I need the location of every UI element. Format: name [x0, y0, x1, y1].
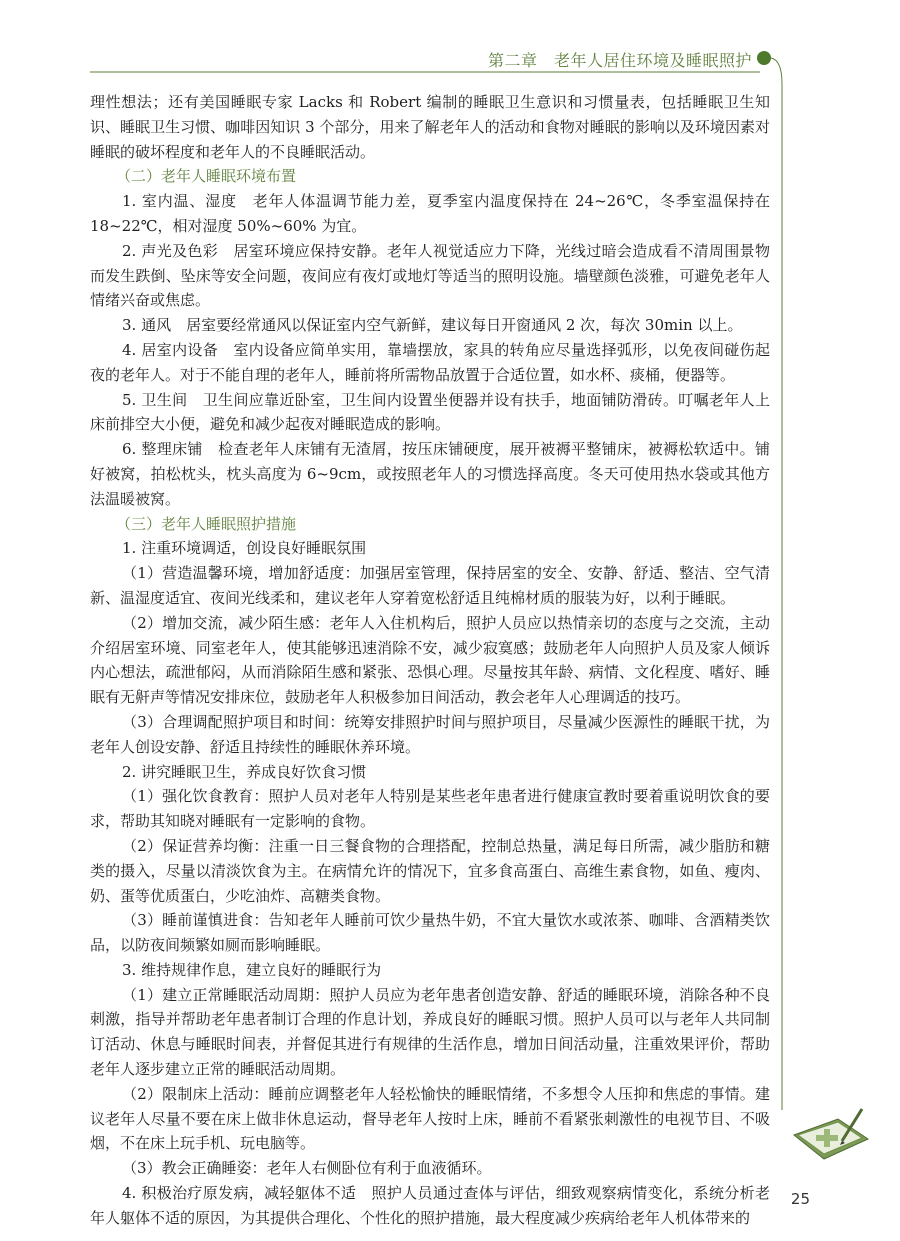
- paragraph: 理性想法；还有美国睡眠专家 Lacks 和 Robert 编制的睡眠卫生意识和习惯量表，包括睡眠卫生知识、睡眠卫生习惯、咖啡因知识 3 个部分，用来了解老年人的活动和食物对睡眠的影响以及环境因素对睡眠的破坏程度和老年人的不良睡眠活动。: [90, 93, 770, 161]
- paragraph: （3）合理调配照护项目和时间：统筹安排照护时间与照护项目，尽量减少医源性的睡眠干扰，为老年人创设安静、舒适且持续性的睡眠休养环境。: [90, 712, 770, 756]
- paragraph: 3. 通风 居室要经常通风以保证室内空气新鲜，建议每日开窗通风 2 次，每次 30min 以上。: [122, 316, 743, 335]
- paragraph: 2. 声光及色彩 居室环境应保持安静。老年人视觉适应力下降，光线过暗会造成看不清周围景物而发生跌倒、坠床等安全问题，夜间应有夜灯或地灯等适当的照明设施。墙壁颜色淡雅，可避免老年人情绪兴奋或焦虑。: [90, 241, 770, 310]
- section-heading: （二）老年人睡眠环境布置: [116, 167, 297, 186]
- paragraph: （3）教会正确睡姿：老年人右侧卧位有利于血液循环。: [122, 1159, 492, 1178]
- paragraph: 3. 维持规律作息，建立良好的睡眠行为: [122, 960, 382, 979]
- green-dot-icon: [757, 51, 771, 65]
- page-body: [90, 90, 770, 1231]
- page-number: 25: [790, 1190, 810, 1208]
- chapter-title: 第二章 老年人居住环境及睡眠照护: [487, 51, 752, 70]
- paragraph: 1. 室内温、湿度 老年人体温调节能力差，夏季室内温度保持在 24~26℃，冬季室温保持在 18~22℃，相对湿度 50%~60% 为宜。: [90, 192, 770, 235]
- paragraph: （2）限制床上活动：睡前应调整老年人轻松愉快的睡眠情绪，不多想令人压抑和焦虑的事情。建议老年人尽量不要在床上做非休息运动，督导老年人按时上床，睡前不看紧张刺激性的电视节目、不吸烟，不在床上玩手机、玩电脑等。: [90, 1084, 770, 1153]
- paragraph: （2）保证营养均衡：注重一日三餐食物的合理搭配，控制总热量，满足每日所需，减少脂肪和糖类的摄入，尽量以清淡饮食为主。在病情允许的情况下，宜多食高蛋白、高维生素食物，如鱼、瘦肉、奶、蛋等优质蛋白，少吃油炸、高糖类食物。: [90, 836, 770, 905]
- paragraph: 6. 整理床铺 检查老年人床铺有无渣屑，按压床铺硬度，展开被褥平整铺床，被褥松软适中。铺好被窝，拍松枕头，枕头高度为 6~9cm，或按照老年人的习惯选择高度。冬天可使用热水袋或其他方法温暖被窝。: [90, 440, 770, 508]
- paragraph: （3）睡前谨慎进食：告知老年人睡前可饮少量热牛奶，不宜大量饮水或浓茶、咖啡、含酒精类饮品，以防夜间频繁如厕而影响睡眠。: [90, 911, 770, 955]
- paragraph: （1）强化饮食教育：照护人员对老年人特别是某些老年患者进行健康宣教时要着重说明饮食的要求，帮助其知晓对睡眠有一定影响的食物。: [90, 787, 770, 831]
- paragraph: （1）营造温馨环境，增加舒适度：加强居室管理，保持居室的安全、安静、舒适、整洁、空气清新、温湿度适宜、夜间光线柔和，建议老年人穿着宽松舒适且纯棉材质的服装为好，以利于睡眠。: [90, 564, 770, 607]
- paragraph: 1. 注重环境调适，创设良好睡眠氛围: [122, 539, 367, 558]
- running-header: [0, 44, 900, 84]
- paragraph: 4. 积极治疗原发病，减轻躯体不适 照护人员通过查体与评估，细致观察病情变化，系统分析老年人躯体不适的原因，为其提供合理化、个性化的照护措施，最大程度减少疾病给老年人机体带来的: [90, 1184, 770, 1227]
- paragraph: （1）建立正常睡眠活动周期：照护人员应为老年患者创造安静、舒适的睡眠环境，消除各种不良刺激，指导并帮助老年患者制订合理的作息计划，养成良好的睡眠习惯。照护人员可以与老年人共同制订活动、休息与睡眠时间表，并督促其进行有规律的生活作息，增加日间活动量，注重效果评价，帮助老年人逐步建立正常的睡眠活动周期。: [90, 985, 770, 1079]
- medical-notebook-pen-icon: [790, 1105, 870, 1167]
- paragraph: 2. 讲究睡眠卫生，养成良好饮食习惯: [122, 762, 367, 781]
- header-rule: [0, 44, 900, 84]
- paragraph: （2）增加交流，减少陌生感：老年人入住机构后，照护人员应以热情亲切的态度与之交流，主动介绍居室环境、同室老年人，使其能够迅速消除不安，减少寂寞感；鼓励老年人向照护人员及家人倾诉内心想法，疏泄郁闷，从而消除陌生感和紧张、恐惧心理。尽量按其年龄、病情、文化程度、嗜好、睡眠有无鼾声等情况安排床位，鼓励老年人积极参加日间活动，教会老年人心理调适的技巧。: [90, 613, 770, 707]
- paragraph: 5. 卫生间 卫生间应靠近卧室，卫生间内设置坐便器并设有扶手，地面铺防滑砖。叮嘱老年人上床前排空大小便，避免和减少起夜对睡眠造成的影响。: [90, 390, 770, 434]
- section-heading: （三）老年人睡眠照护措施: [116, 514, 297, 533]
- paragraph: 4. 居室内设备 室内设备应简单实用，靠墙摆放，家具的转角应尽量选择弧形，以免夜间碰伤起夜的老年人。对于不能自理的老年人，睡前将所需物品放置于合适位置，如水杯、痰桶，便器等。: [90, 340, 770, 384]
